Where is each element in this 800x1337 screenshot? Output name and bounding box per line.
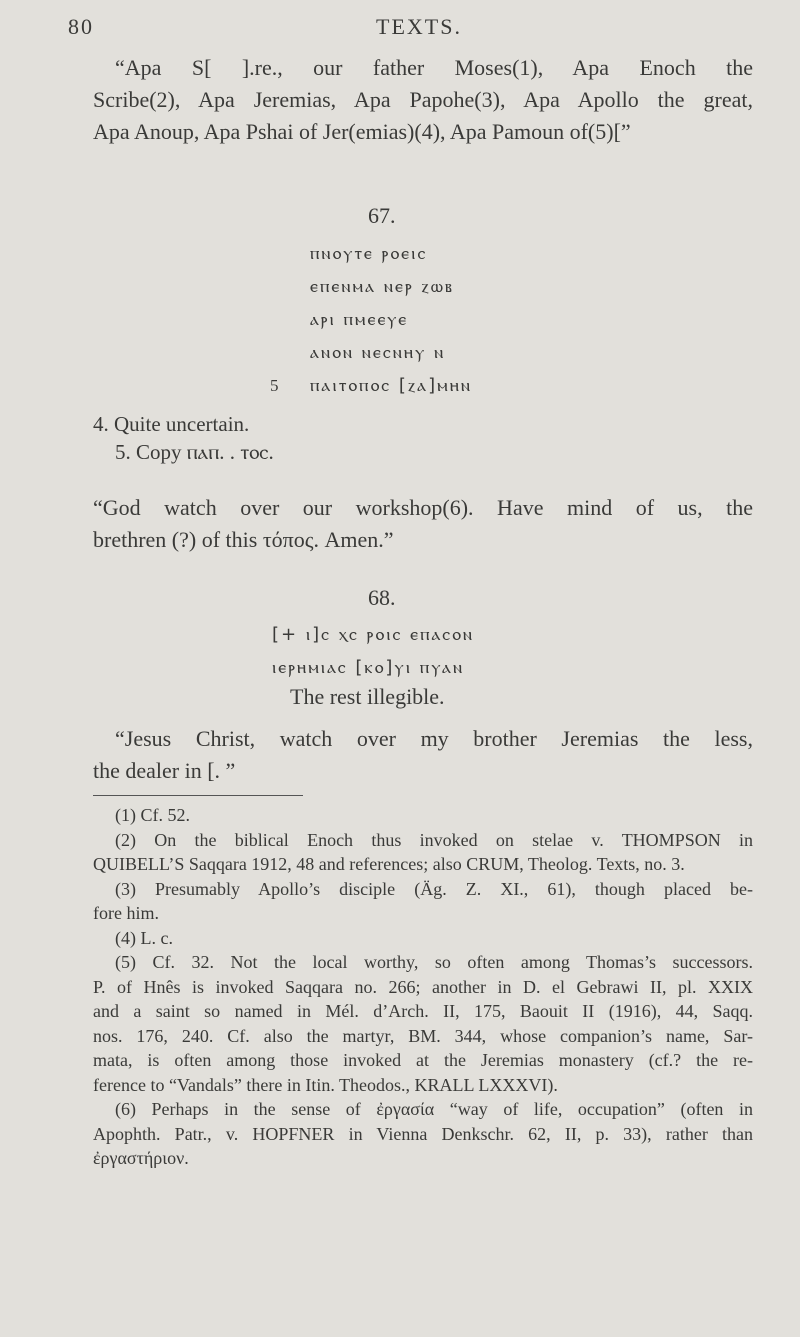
footnote-line: (4) L. c. <box>115 927 173 948</box>
coptic-text-67 <box>270 237 473 402</box>
translation-line: “Jesus Christ, watch over my brother Jeremias the less, <box>115 726 753 751</box>
intro-line: Scribe(2), Apa Jeremias, Apa Papohe(3), Apa Apollo the great, <box>93 87 753 112</box>
apparatus-note: 4. Quite uncertain. <box>93 412 250 436</box>
line-number: 5 <box>270 376 279 395</box>
intro-line: “Apa S[ ].re., our father Moses(1), Apa Enoch the <box>115 55 753 80</box>
text-number-68: 68. <box>368 585 396 610</box>
footnote-line: mata, is often among those invoked at the Jeremias monastery (cf.? the re- <box>93 1050 753 1070</box>
page-number: 80 <box>68 14 94 39</box>
illegible-note: The rest illegible. <box>290 684 445 709</box>
footnote-line: QUIBELL’S Saqqara 1912, 48 and references; also CRUM, Theolog. Texts, no. 3. <box>93 854 685 874</box>
footnote-rule <box>93 795 303 796</box>
translation-line: brethren (?) of this τόπος. Amen.” <box>93 527 394 552</box>
coptic-line <box>270 369 473 402</box>
apparatus-note: 5. Copy ⲡⲁⲡ. . ⲧⲟⲥ. <box>115 440 274 464</box>
footnote-line: (1) Cf. 52. <box>115 805 190 825</box>
coptic-line-text: ⲡⲁⲓⲧⲟⲡⲟⲥ [ⲍⲁ]ⲙⲏⲛ <box>310 375 473 396</box>
coptic-line: ⲁⲣⲓ ⲡⲙⲉⲉⲩⲉ <box>310 309 409 330</box>
coptic-line: ⲁⲛⲟⲛ ⲛⲉⲥⲛⲏⲩ ⲛ <box>310 342 446 363</box>
footnote-line: Apophth. Patr., v. HOPFNER in Vienna Denkschr. 62, II, p. 33), rather than <box>93 1123 753 1144</box>
coptic-text-68 <box>272 618 474 684</box>
footnote-line: nos. 176, 240. Cf. also the martyr, BM. 344, whose companion’s name, Sar- <box>93 1025 753 1046</box>
running-title: TEXTS. <box>376 14 462 39</box>
footnotes <box>93 803 753 1171</box>
footnote-line: (2) On the biblical Enoch thus invoked on stelae v. THOMPSON in <box>115 829 753 850</box>
intro-line: Apa Anoup, Apa Pshai of Jer(emias)(4), Apa Pamoun of(5)[” <box>93 119 631 144</box>
translation-line: “God watch over our workshop(6). Have mind of us, the <box>93 495 753 520</box>
translation-67 <box>93 492 753 556</box>
apparatus-67 <box>93 410 274 466</box>
footnote-line: fore him. <box>93 903 159 923</box>
text-number-67: 67. <box>368 203 396 228</box>
footnote-line: P. of Hnês is invoked Saqqara no. 266; another in D. el Gebrawi II, pl. XXIX <box>93 976 753 997</box>
coptic-line: ⲓⲉⲣⲏⲙⲓⲁⲥ [ⲕⲟ]ⲩⲓ ⲡⲩⲁⲛ <box>272 657 465 678</box>
footnote-line: ference to “Vandals” there in Itin. Theodos., KRALL LXXXVI). <box>93 1074 558 1095</box>
footnote-line: (5) Cf. 32. Not the local worthy, so often among Thomas’s successors. <box>115 952 753 972</box>
coptic-line: [+ ⲓ]ⲥ ⲭⲥ ⲣⲟⲓⲥ ⲉⲡⲁⲥⲟⲛ <box>272 624 475 645</box>
footnote-line: ἐργαστήριον. <box>93 1148 189 1168</box>
footnote-line: and a saint so named in Mél. d’Arch. II, 175, Baouit II (1916), 44, Saqq. <box>93 1001 753 1021</box>
intro-translation <box>93 52 753 148</box>
translation-line: the dealer in [. ” <box>93 758 236 783</box>
translation-68 <box>93 723 753 787</box>
footnote-line: (6) Perhaps in the sense of ἐργασία “way of life, occupation” (often in <box>115 1099 753 1119</box>
coptic-line: ⲉⲡⲉⲛⲙⲁ ⲛⲉⲣ ⲍⲱⲃ <box>310 276 454 297</box>
footnote-line: (3) Presumably Apollo’s disciple (Äg. Z. XI., 61), though placed be- <box>115 878 753 899</box>
coptic-line: ⲡⲛⲟⲩⲧⲉ ⲣⲟⲉⲓⲥ <box>310 243 428 264</box>
